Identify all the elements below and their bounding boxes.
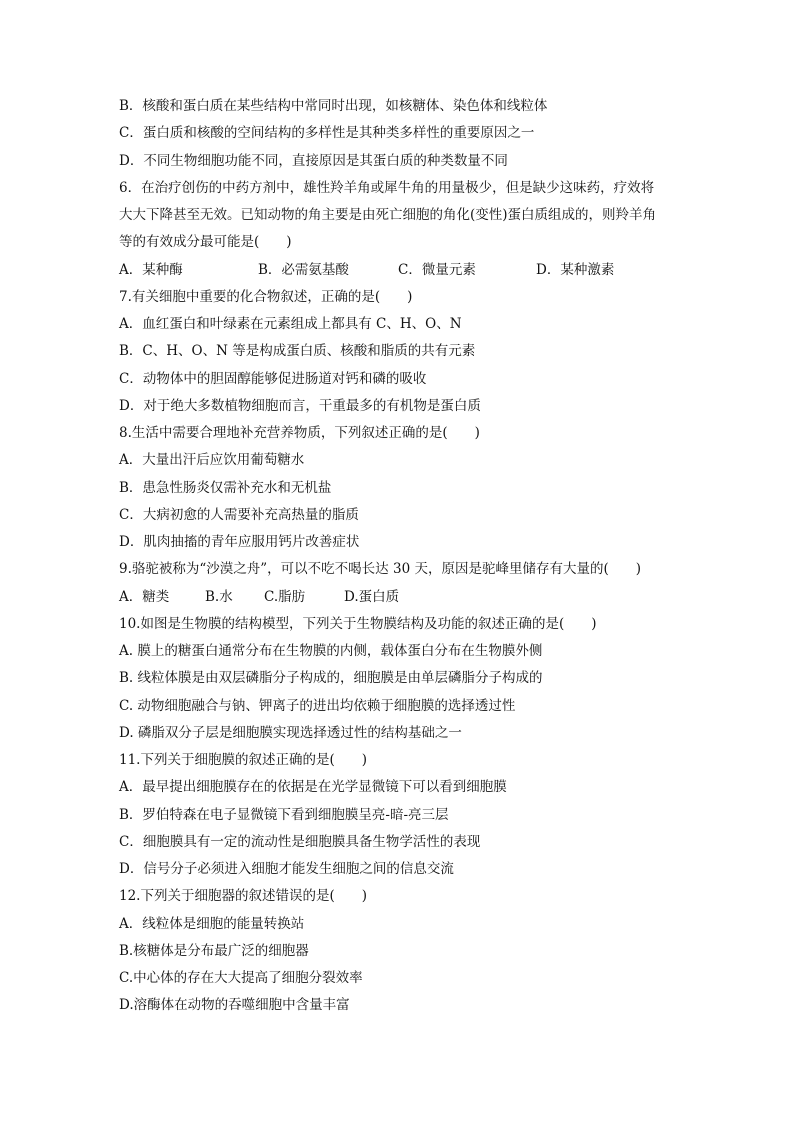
q7-option-d: D．对于绝大多数植物细胞而言，干重最多的有机物是蛋白质: [119, 397, 481, 414]
q11-option-d: D．信号分子必须进入细胞才能发生细胞之间的信息交流: [119, 861, 454, 877]
q10-option-c: C. 动物细胞融合与钠、钾离子的进出均依赖于细胞膜的选择透过性: [119, 697, 516, 714]
q12-option-b: B.核糖体是分布最广泛的细胞器: [119, 942, 309, 959]
q12-option-c: C.中心体的存在大大提高了细胞分裂效率: [119, 970, 363, 986]
q6-options: [119, 257, 679, 284]
q9-option-b: B.水: [205, 588, 233, 605]
q12-stem: 12.下列关于细胞器的叙述错误的是( ): [119, 888, 368, 905]
q6-option-b: B．必需氨基酸: [258, 261, 349, 278]
q10-option-d: D. 磷脂双分子层是细胞膜实现选择透过性的结构基础之一: [119, 724, 462, 741]
q6-stem-line-3: 等的有效成分最可能是( ): [119, 234, 292, 251]
q8-stem: 8.生活中需要合理地补充营养物质，下列叙述正确的是( ): [119, 425, 480, 441]
q9-option-a: A．糖类: [119, 588, 170, 605]
q9-option-d: D.蛋白质: [344, 588, 400, 605]
q9-option-c: C.脂肪: [264, 588, 306, 605]
q8-option-d: D．肌肉抽搐的青年应服用钙片改善症状: [119, 534, 360, 550]
q12-option-a: A．线粒体是细胞的能量转换站: [119, 915, 305, 932]
q11-option-b: B．罗伯特森在电子显微镜下看到细胞膜呈亮-暗-亮三层: [119, 806, 449, 823]
q7-option-a: A．血红蛋白和叶绿素在元素组成上都具有 C、H、O、N: [119, 316, 462, 332]
q10-stem: 10.如图是生物膜的结构模型，下列关于生物膜结构及功能的叙述正确的是( ): [119, 615, 597, 632]
q8-option-a: A．大量出汗后应饮用葡萄糖水: [119, 452, 305, 469]
q8-option-b: B．患急性肠炎仅需补充水和无机盐: [119, 479, 332, 496]
q7-option-b: B．C、H、O、N 等是构成蛋白质、核酸和脂质的共有元素: [119, 343, 476, 360]
q10-option-a: A. 膜上的糖蛋白通常分布在生物膜的内侧，载体蛋白分布在生物膜外侧: [119, 643, 543, 659]
q12-option-d: D.溶酶体在动物的吞噬细胞中含量丰富: [119, 997, 350, 1014]
q8-option-c: C．大病初愈的人需要补充高热量的脂质: [119, 506, 359, 523]
q10-option-b: B. 线粒体膜是由双层磷脂分子构成的，细胞膜是由单层磷脂分子构成的: [119, 670, 543, 687]
q6-option-c: C．微量元素: [398, 261, 476, 278]
q11-stem: 11.下列关于细胞膜的叙述正确的是( ): [119, 752, 368, 768]
q6-option-d: D．某种激素: [536, 261, 615, 278]
q7-stem: 7.有关细胞中重要的化合物叙述，正确的是( ): [119, 288, 413, 305]
q11-option-c: C．细胞膜具有一定的流动性是细胞膜具备生物学活性的表现: [119, 833, 481, 850]
q6-option-a: A．某种酶: [119, 261, 183, 278]
q9-stem: 9.骆驼被称为“沙漠之舟”，可以不吃不喝长达 30 天，原因是驼峰里储存有大量的( ): [119, 561, 641, 578]
q6-stem-line-1: 6．在治疗创伤的中药方剂中，雄性羚羊角或犀牛角的用量极少，但是缺少这味药，疗效将: [119, 179, 655, 196]
q9-options: [119, 584, 679, 611]
q7-option-c: C．动物体中的胆固醇能够促进肠道对钙和磷的吸收: [119, 370, 427, 387]
q5-option-b: B．核酸和蛋白质在某些结构中常同时出现，如核糖体、染色体和线粒体: [119, 98, 548, 114]
question-text: [119, 93, 679, 1020]
q6-stem-line-2: 大大下降甚至无效。已知动物的角主要是由死亡细胞的角化(变性)蛋白质组成的，则羚羊角: [119, 207, 657, 223]
q11-option-a: A．最早提出细胞膜存在的依据是在光学显微镜下可以看到细胞膜: [119, 779, 507, 796]
q5-option-d: D．不同生物细胞功能不同，直接原因是其蛋白质的种类数量不同: [119, 152, 508, 169]
q5-option-c: C．蛋白质和核酸的空间结构的多样性是其种类多样性的重要原因之一: [119, 125, 535, 142]
